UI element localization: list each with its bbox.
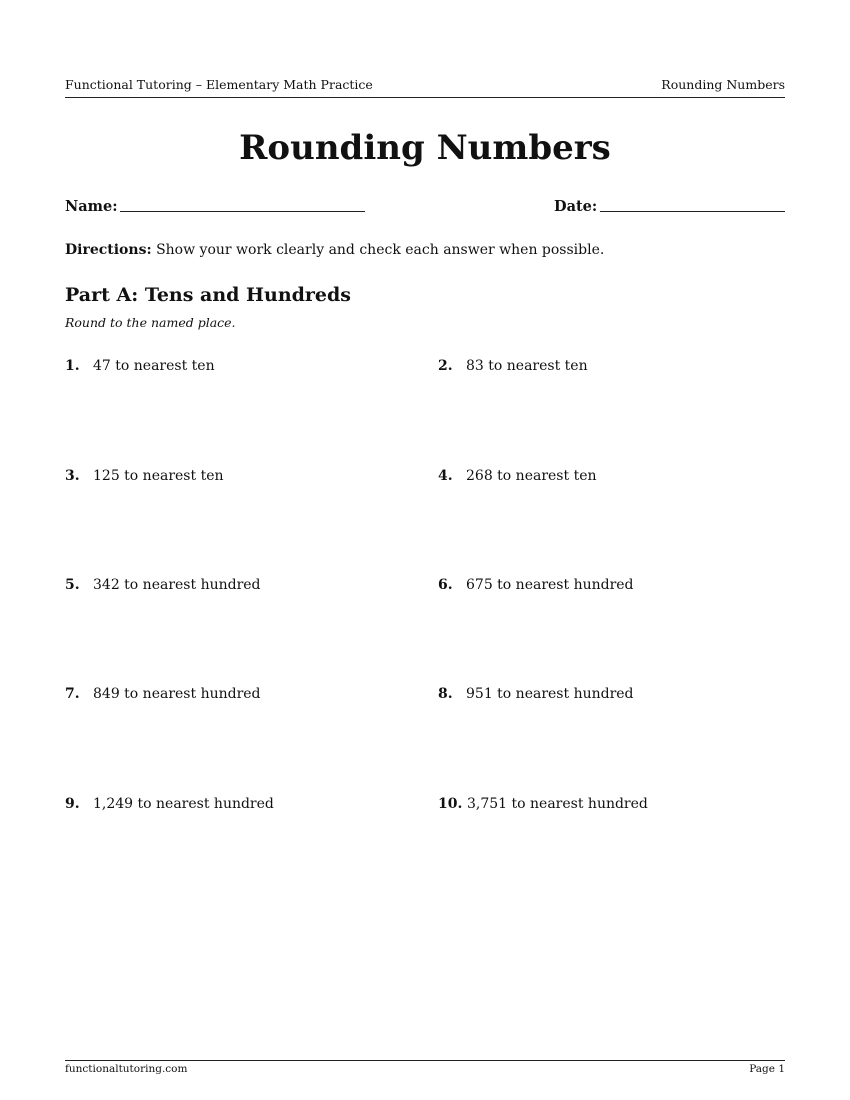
problem-text: 951 to nearest hundred <box>466 686 634 702</box>
section-heading: Part A: Tens and Hundreds <box>65 284 352 306</box>
directions-label: Directions: <box>65 242 152 258</box>
date-blank-line <box>600 211 785 212</box>
problem-5 <box>65 576 261 594</box>
problem-text: 47 to nearest ten <box>93 358 215 374</box>
problem-number: 6. <box>438 577 453 593</box>
problem-number: 8. <box>438 686 453 702</box>
problem-number: 7. <box>65 686 80 702</box>
running-footer <box>65 1060 785 1076</box>
date-label: Date: <box>554 198 598 215</box>
problem-number: 1. <box>65 358 80 374</box>
problem-number: 2. <box>438 358 453 374</box>
directions <box>65 241 604 259</box>
problem-text: 675 to nearest hundred <box>466 577 634 593</box>
problem-number: 3. <box>65 468 80 484</box>
problem-1 <box>65 357 215 375</box>
problem-7 <box>65 685 261 703</box>
problem-text: 342 to nearest hundred <box>93 577 261 593</box>
name-blank-line <box>120 211 365 212</box>
problem-text: 849 to nearest hundred <box>93 686 261 702</box>
problem-4 <box>438 467 597 485</box>
footer-website: functionaltutoring.com <box>65 1063 188 1075</box>
problem-8 <box>438 685 634 703</box>
section-instructions: Round to the named place. <box>65 315 236 330</box>
page-title: Rounding Numbers <box>239 128 611 168</box>
directions-text: Show your work clearly and check each answer when possible. <box>156 242 605 258</box>
problem-text: 268 to nearest ten <box>466 468 597 484</box>
problem-text: 125 to nearest ten <box>93 468 224 484</box>
problem-9 <box>65 795 274 813</box>
problem-2 <box>438 357 588 375</box>
header-right-text: Rounding Numbers <box>661 77 785 92</box>
running-header <box>65 78 785 98</box>
problem-6 <box>438 576 634 594</box>
problem-10 <box>438 795 648 813</box>
problem-text: 83 to nearest ten <box>466 358 588 374</box>
problem-number: 4. <box>438 468 453 484</box>
page-number: Page 1 <box>749 1063 785 1075</box>
header-left-text: Functional Tutoring – Elementary Math Practice <box>65 77 373 92</box>
problem-text: 3,751 to nearest hundred <box>467 796 648 812</box>
name-label: Name: <box>65 198 118 215</box>
problem-number: 9. <box>65 796 80 812</box>
problem-3 <box>65 467 224 485</box>
problem-number: 5. <box>65 577 80 593</box>
problem-text: 1,249 to nearest hundred <box>93 796 274 812</box>
problem-number: 10. <box>438 796 463 812</box>
